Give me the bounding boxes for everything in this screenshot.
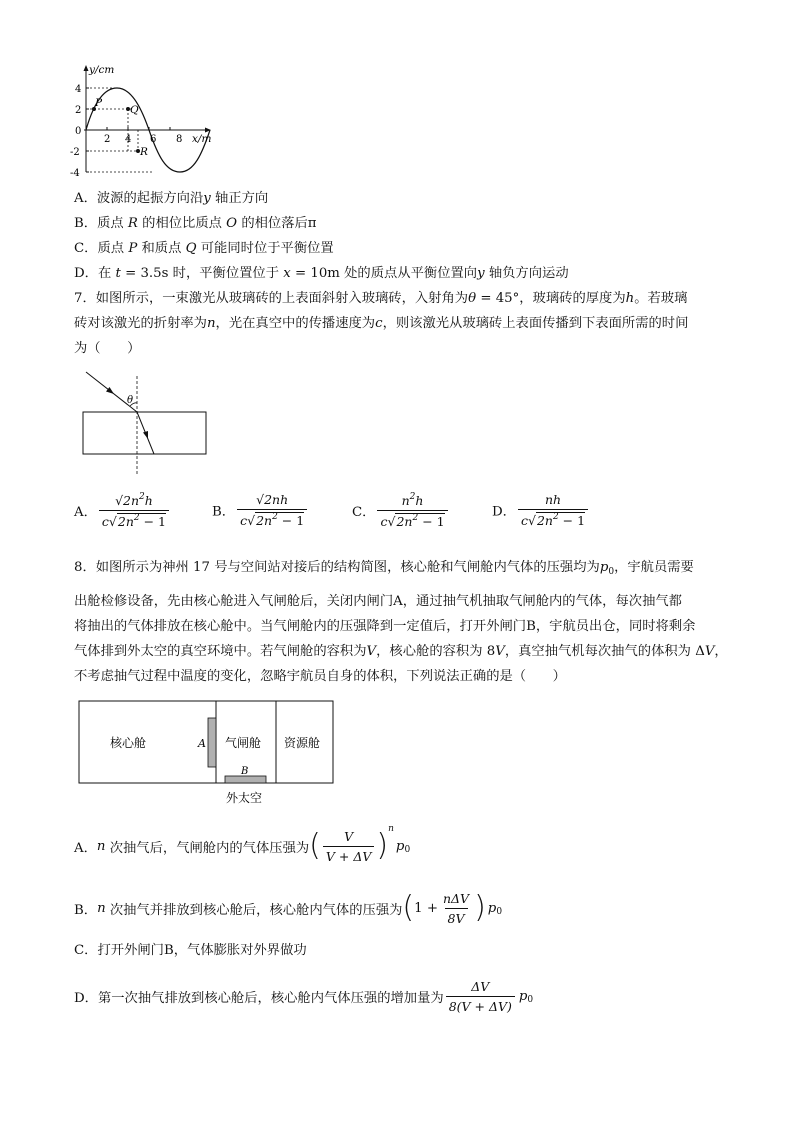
q7-option-d: D． $\frac{nh}{c√2n^2 - 1}$ — [492, 492, 590, 528]
q8-stem-line-2: 出舱检修设备，先由核心舱进入气闸舱后，关闭内闸门A，通过抽气机抽取气闸舱内的气体，每次抽气都 — [74, 594, 682, 609]
x-tick-label: 2 — [104, 134, 111, 145]
gate-a — [208, 718, 216, 767]
q6-option-a: A．波源的起振方向沿y 轴正方向 — [74, 191, 269, 206]
q6-option-b: B．质点 R 的相位比质点 O 的相位落后π — [74, 216, 317, 231]
q8-option-c: C．打开外闸门B，气体膨胀对外界做功 — [74, 943, 307, 958]
q8-option-a: A． n 次抽气后，气闸舱内的气体压强为 ( $\frac{V}{V + \Delta V}$ ) n p 0 — [74, 824, 411, 864]
y-axis-arrow — [84, 65, 89, 71]
q8-stem-line-5: 不考虑抽气过程中温度的变化，忽略宇航员自身的体积，下列说法正确的是（ ） — [74, 669, 566, 684]
q8-fraction-d: $\frac{\Delta V}{8(V + \Delta V)}$ — [446, 979, 515, 1014]
point-q-label: Q — [130, 104, 139, 116]
gate-b-label: B — [241, 766, 249, 777]
q6-option-d: D．在 t = 3.5s 时，平衡位置位于 x = 10m 处的质点从平衡位置向y 轴负方向运动 — [74, 266, 569, 281]
x-axis-label: x/m — [192, 133, 212, 145]
q8-stem-line-1: 8．如图所示为神州 17 号与空间站对接后的结构简图，核心舱和气闸舱内气体的压强均为$p_0$，宇航员需要 — [74, 560, 694, 577]
q7-fraction-d: $\frac{nh}{c√2n^2 - 1}$ — [518, 492, 588, 528]
y-axis-label: y/cm — [89, 64, 115, 76]
outer-space-label: 外太空 — [226, 791, 263, 805]
point-p-label: P — [95, 97, 103, 109]
q7-option-b: B． $\frac{√2nh}{c√2n^2 - 1}$ — [212, 492, 309, 528]
space-station-figure — [78, 700, 338, 810]
x-tick-label: 8 — [176, 134, 183, 145]
q8-fraction-a: $\frac{V}{V + \Delta V}$ — [323, 829, 375, 864]
q8-fraction-b: $\frac{\text{nΔV}}{8V}$ — [442, 890, 470, 926]
glass-brick-figure — [78, 368, 218, 478]
theta-label: θ — [127, 395, 134, 406]
q6-option-c: C．质点 P 和质点 Q 可能同时位于平衡位置 — [74, 241, 334, 256]
q7-fraction-c: $\frac{n^2h}{c√2n^2 - 1}$ — [377, 492, 447, 529]
gate-b — [225, 776, 266, 783]
y-tick-label: 0 — [75, 126, 82, 137]
resource-module-label: 资源舱 — [284, 736, 321, 750]
refracted-ray-arrow — [143, 431, 148, 439]
q8-option-b: B． n 次抽气并排放到核心舱后，核心舱内气体的压强为 ( 1 + $\frac{\text{nΔV}}{8V}$ ) p 0 — [74, 890, 503, 926]
q7-option-c: C． $\frac{n^2h}{c√2n^2 - 1}$ — [352, 492, 450, 529]
q7-stem-line-1: 7．如图所示，一束激光从玻璃砖的上表面斜射入玻璃砖，入射角为θ = 45°，玻璃砖的厚度为h。若玻璃 — [74, 291, 688, 306]
point-r-label: R — [140, 146, 148, 158]
q7-option-a: A． $\frac{√2n^2h}{c√2n^2 - 1}$ — [74, 492, 171, 529]
x-tick-label: 6 — [150, 134, 157, 145]
core-module-label: 核心舱 — [110, 736, 147, 750]
y-tick-label: -2 — [70, 147, 80, 158]
x-axis-arrow — [205, 128, 211, 133]
x-tick-label: 4 — [125, 134, 132, 145]
q7-fraction-a: $\frac{√2n^2h}{c√2n^2 - 1}$ — [99, 492, 169, 529]
wave-graph — [70, 62, 220, 182]
q7-stem-line-3: 为（ ） — [74, 341, 141, 356]
q7-fraction-b: $\frac{√2nh}{c√2n^2 - 1}$ — [237, 492, 307, 528]
y-tick-label: -4 — [70, 168, 80, 179]
q8-stem-line-4: 气体排到外太空的真空环境中。若气闸舱的容积为V，核心舱的容积为 8V，真空抽气机每次抽气的体积为 ΔV， — [74, 644, 728, 659]
q7-stem-line-2: 砖对该激光的折射率为n，光在真空中的传播速度为c，则该激光从玻璃砖上表面传播到下表面所需的时间 — [74, 316, 689, 331]
q8-option-d: D．第一次抽气排放到核心舱后，核心舱内气体压强的增加量为 $\frac{\Delta V}{8(V + \Delta V)}$ p 0 — [74, 978, 534, 1014]
y-tick-label: 4 — [75, 84, 82, 95]
y-tick-label: 2 — [75, 105, 82, 116]
q8-stem-line-3: 将抽出的气体排放在核心舱中。当气闸舱内的压强降到一定值后，打开外闸门B，宇航员出仓，同时将剩余 — [74, 619, 696, 634]
airlock-label: 气闸舱 — [225, 736, 262, 750]
gate-a-label: A — [198, 737, 206, 750]
